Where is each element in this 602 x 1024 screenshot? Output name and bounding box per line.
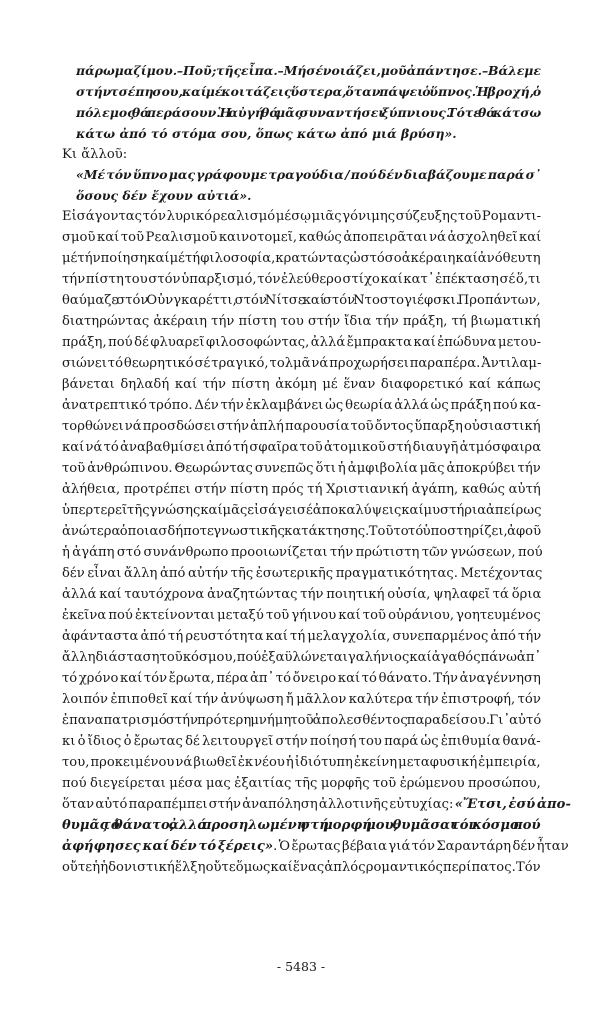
quote2-line: «Μέ τόν ὕπνο μας γράφουμε τραγούδια / πού δέν διαβάζουμε παρά σ᾽: [76, 167, 542, 182]
body-line: τό χρόνο καί τόν ἔρωτα, πέρα ἀπ᾽ τό ὄνειρο καί τό θάνατο. Τήν ἀναγέννηση: [62, 671, 541, 686]
body-line: ἀλλά καί ταυτόχρονα ἀναζητώντας τήν ποιητική οὐσία, ψηλαφεῖ τά ὅρια: [62, 587, 542, 602]
body-line-text: ὅταν αὐτό παραπέμπει στήν ἀναπόληση ἀλλοτινῆς εὐτυχίας:: [62, 797, 455, 812]
inline-quote: ἀφήφησες καί δέν τό ξέρεις»: [62, 839, 274, 854]
quote1-line: πάρω μαζί μου. – Ποῦ; τῆς εἶπα. – Μή σέ νοιάζει, μοῦ ἀπάντησε. – Βάλε με: [76, 63, 541, 78]
body-line: ἡ ἀγάπη στό συνάνθρωπο προοιωνίζεται τήν πρώτιστη τῶν γνώσεων, πού: [62, 545, 543, 560]
body-line: καί νά τό ἀναβαθμίσει ἀπό τή σφαῖρα τοῦ ἀτομικοῦ στή διαυγῆ ἀτμόσφαιρα: [62, 440, 542, 455]
body-line: τορθώνει νά προσδώσει στήν ἁπλή παρουσία τοῦ ὄντος ὕπαρξη οὐσιαστική: [62, 419, 541, 434]
inline-quote-line: θυμᾶς τό θάνατο, ἀλλά προσηλωμένη στή μορφή μου, θυμᾶσαι τόν κόσμο πού: [62, 818, 541, 833]
body-line: δέν εἶναι ἄλλη ἀπό αὐτήν τῆς ἐσωτερικῆς πραγματικότητας. Μετέχοντας: [62, 566, 543, 581]
body-line: ἐκεῖνα πού ἐκτείνονται μεταξύ τοῦ γήινου καί τοῦ οὐράνιου, γοητευμένος: [62, 608, 541, 623]
body-line: [62, 839, 569, 855]
body-line: ὑπερτερεῖ τῆς γνώσης καί μᾶς εἰσάγει σέ ἀποκαλύψεις καί μυστήρια ἀπείρως: [62, 503, 542, 518]
body-line: βάνεται δηλαδή καί τήν πίστη ἀκόμη μέ ἕναν διαφορετικό καί κάπως: [62, 377, 541, 392]
body-line: ἀφάνταστα ἀπό τή ρευστότητα καί τή μελαγχολία, συνεπαρμένος ἀπό τήν: [62, 629, 542, 644]
body-line: κι ὁ ἴδιος ὁ ἔρωτας δέ λειτουργεῖ στήν ποίησή του παρά ὡς ἐπιθυμία θανά-: [62, 734, 541, 749]
body-line: σιώνει τό θεωρητικό σέ τραγικό, τολμᾶ νά προχωρήσει παραπέρα. Ἀντιλαμ-: [62, 356, 542, 371]
quote2-line: ὅσους δέν ἔχουν αὐτιά».: [76, 188, 252, 203]
quote1-line: πόλεμος θά περάσουν. Ἡ αὐγή θά μᾶς συναντήσει ξύπνιους. Τότε θά κάτσω: [76, 105, 542, 120]
body-line: σμοῦ καί τοῦ Ρεαλισμοῦ καινοτομεῖ, καθώς ἀποπειρᾶται νά ἀσχοληθεῖ καί: [62, 230, 542, 245]
intro-line: Κι ἄλλοῦ:: [62, 147, 128, 162]
body-line: Εἰσάγοντας τόν λυρικό ρεαλισμό μέσῳ μιᾶς γόνιμης σύζευξης τοῦ Ρομαντι-: [62, 209, 542, 224]
page-number: - 5483 -: [276, 959, 326, 974]
body-line-text: . Ὁ ἔρωτας βέβαια γιά τόν Σαραντάρη δέν ἦταν: [273, 839, 569, 854]
body-line: λοιπόν ἐπιποθεῖ καί τήν ἀνύψωση ἤ μᾶλλον καλύτερα τήν ἐπιστροφή, τόν: [62, 692, 541, 707]
body-line: πράξη, πού δέ φλυαρεῖ φιλοσοφώντας, ἀλλά ἔμπρακτα καί ἐπώδυνα μετου-: [62, 335, 542, 350]
body-line: ἄλλη διάσταση τοῦ κόσμου, πού ἐξαϋλώνεται γαλήνιος καί ἀγαθός πάνω ἀπ᾽: [62, 650, 542, 665]
body-line: ἀνατρεπτικό τρόπο. Δέν τήν ἐκλαμβάνει ὡς θεωρία ἀλλά ὡς πράξη πού κα-: [62, 398, 541, 413]
body-line: πού διεγείρεται μέσα μας ἐξαιτίας τῆς μορφῆς τοῦ ἐρώμενου προσώπου,: [62, 776, 541, 791]
quote1-line: στήν τσέπη σου, καί μέ κοιτάζεις ὕστερα, ὅταν πάψει ὁ ὕπνος. Ἡ βροχή, ὁ: [76, 84, 542, 99]
body-line: θαύμαζε στόν Οὐνγκαρέττι, στόν Νίτσε καί στόν Ντοστογιέφσκι. Προπάντων,: [62, 293, 541, 308]
body-line: ἐπαναπατρισμό στήν πρότερη μνήμη τοῦ ἀπολεσθέντος παραδείσου. Γι᾽ αὐτό: [62, 713, 542, 728]
body-line: του, προκειμένου νά βιωθεῖ ἐκ νέου ἡ ἰδιότυπη ἐκείνη μεταφυσική ἐμπειρία,: [62, 755, 541, 770]
body-line: μέ τήν ποίηση καί μέ τή φιλοσοφία, κρατώντας ὡστόσο ἀκέραιη καί ἀνόθευτη: [62, 251, 541, 266]
body-line: οὔτε ἡ ἡδονιστική ἕλξη οὔτε ὅμως καί ἕνας ἁπλός ρομαντικός περίπατος. Τόν: [62, 860, 541, 875]
body-line: τοῦ ἀνθρώπινου. Θεωρώντας συνεπῶς ὅτι ἡ ἀμφιβολία μᾶς ἀποκρύβει τήν: [62, 461, 541, 476]
body-line: [62, 797, 571, 813]
quote1-line: κάτω ἀπό τό στόμα σου, ὅπως κάτω ἀπό μιά βρύση».: [76, 126, 457, 141]
body-line: τήν πίστη του στόν ὑπαρξισμό, τόν ἐλεύθερο στίχο καί κατ᾽ ἐπέκταση σέ ὅ,τι: [62, 272, 541, 287]
body-line: διατηρώντας ἀκέραιη τήν πίστη του στήν ἴδια τήν πράξη, τή βιωματική: [62, 314, 541, 329]
inline-quote: «Ἔτσι, ἐσύ ἀπο-: [454, 797, 571, 812]
body-line: ἀνώτερα ὁποιασδήποτε γνωστικῆς κατάκτησης. Τοῦτο τό ὑποστηρίζει, ἀφοῦ: [62, 524, 542, 539]
body-line: ἀλήθεια, προτρέπει στήν πίστη πρός τή Χριστιανική ἀγάπη, καθώς αὐτή: [62, 482, 541, 497]
